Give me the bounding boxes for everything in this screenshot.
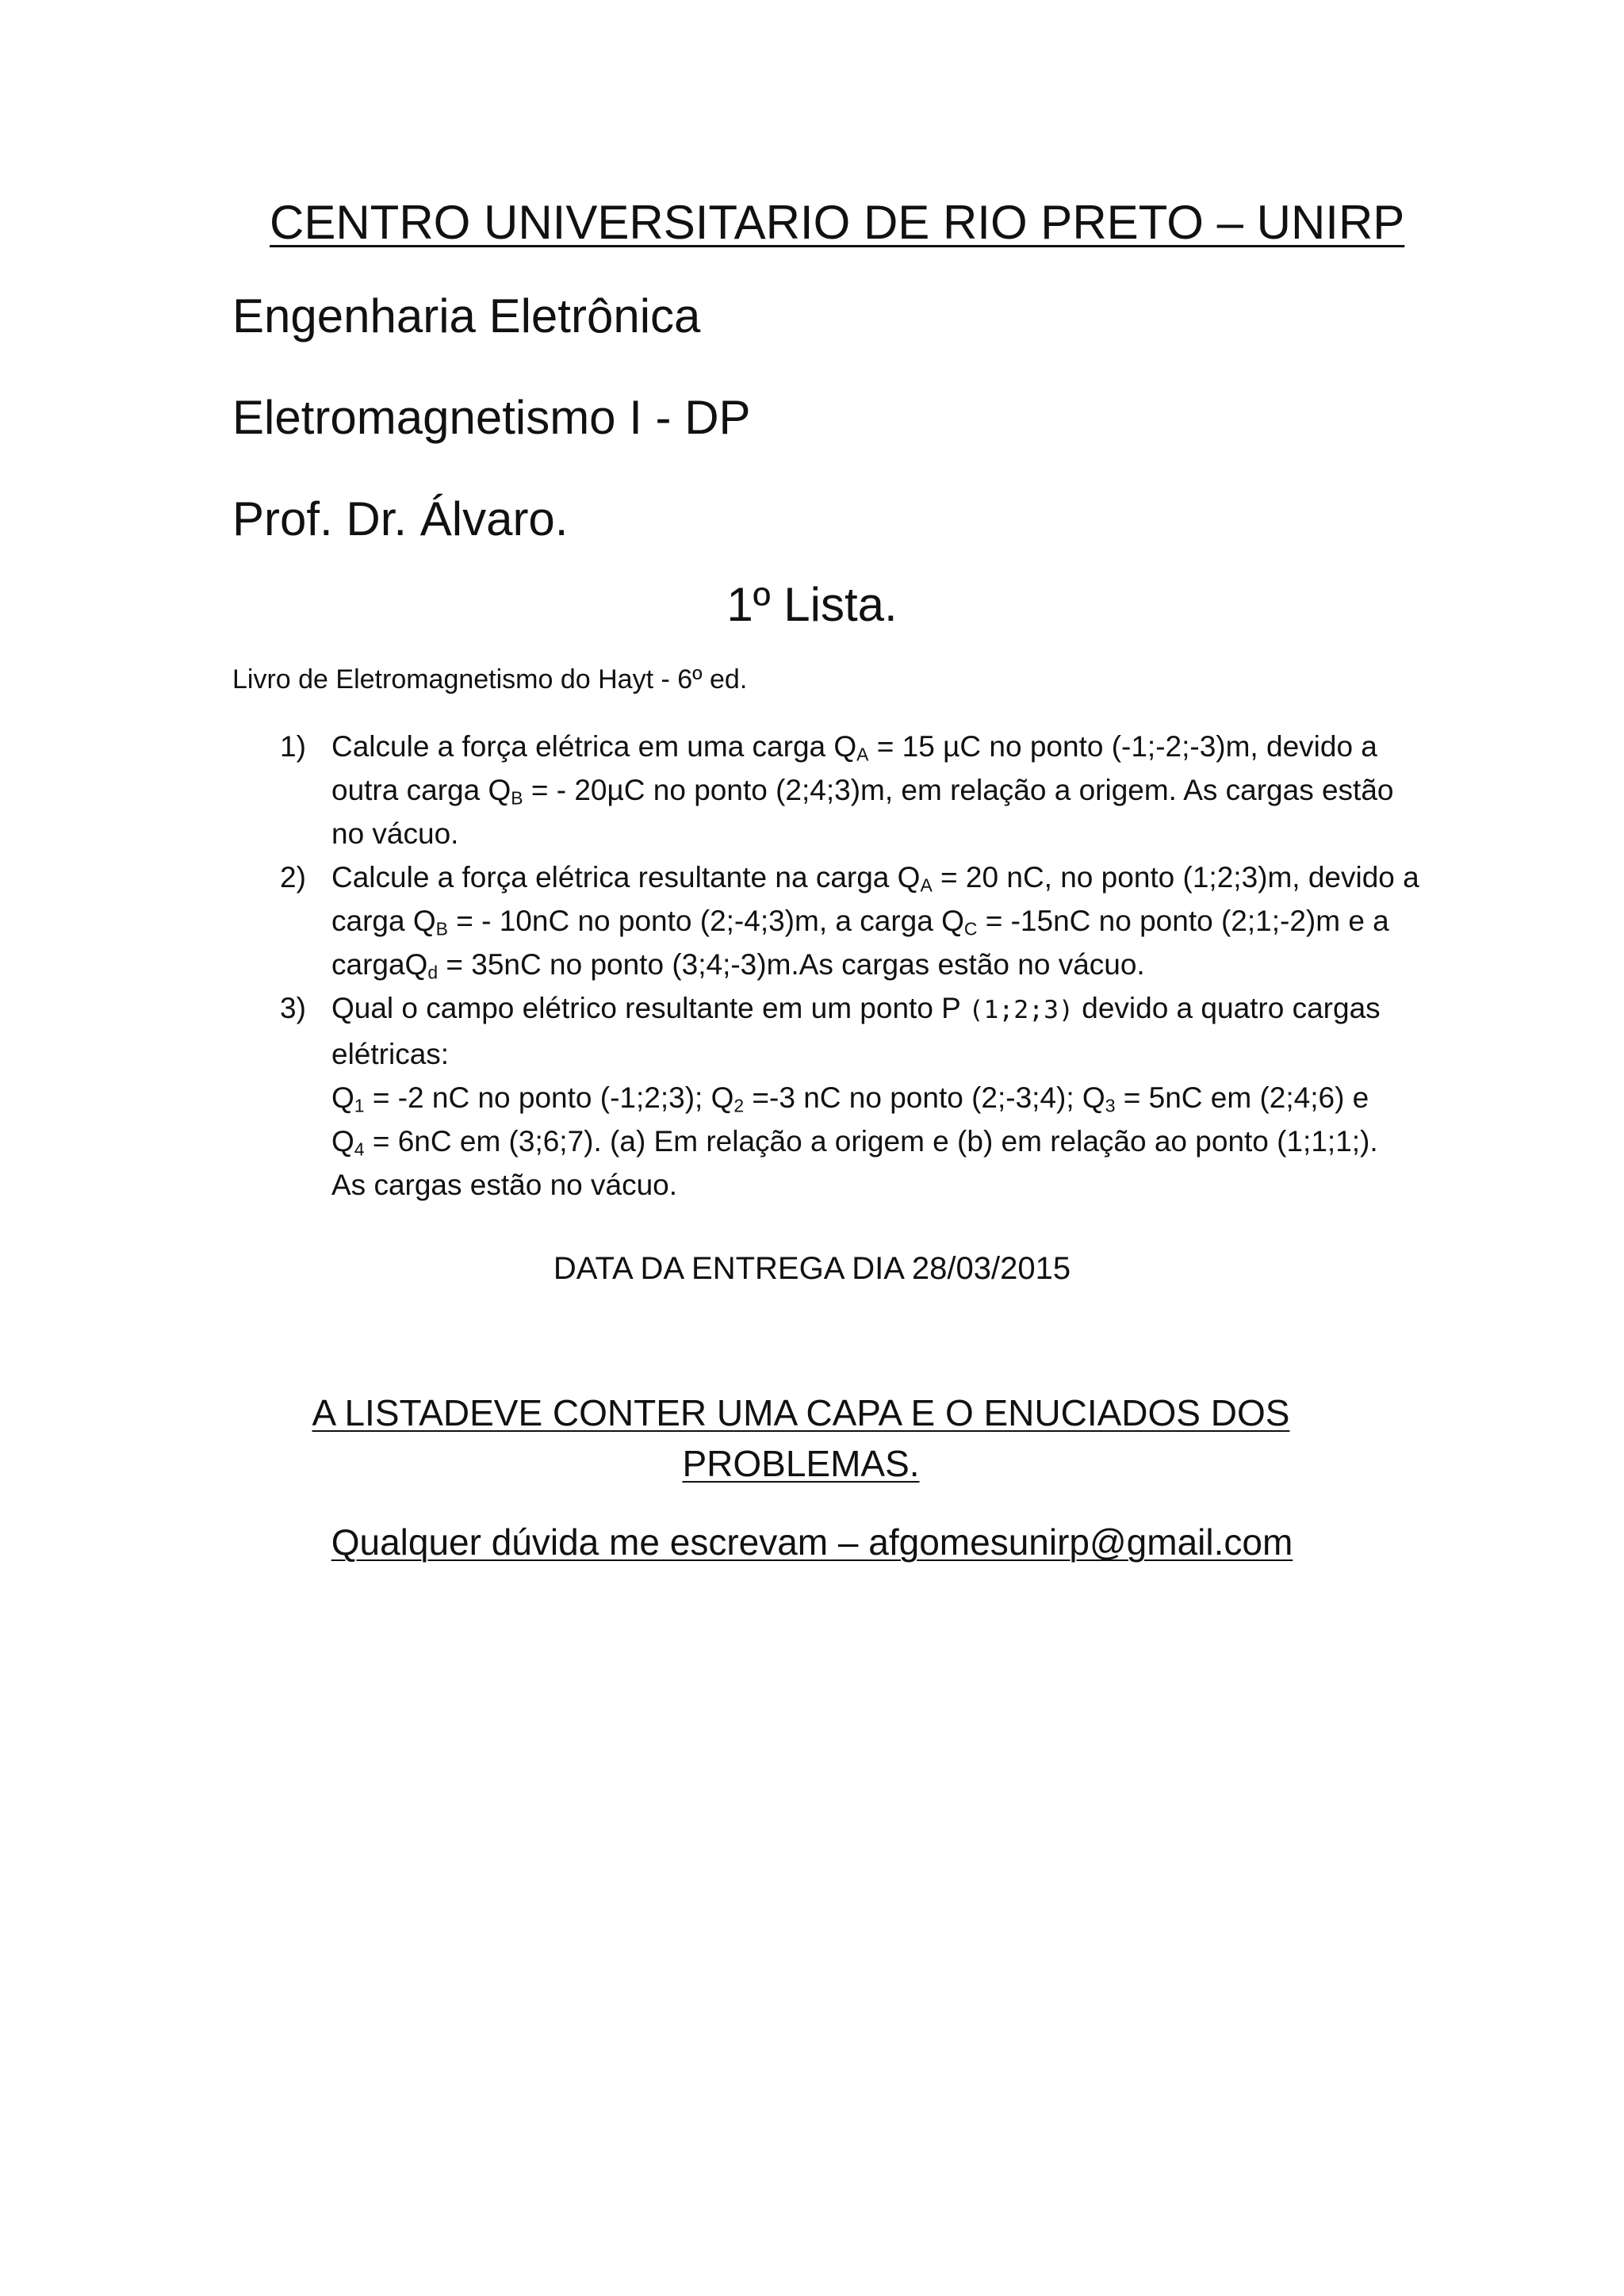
- question-text-part: = 35nC no ponto (3;4;-3)m.As cargas estão no vácuo.: [438, 948, 1145, 981]
- contact-line[interactable]: Qualquer dúvida me escrevam – afgomesunirp@gmail.com: [331, 1521, 1293, 1563]
- cover-notice: A LISTADEVE CONTER UMA CAPA E O ENUCIADOS DOS PROBLEMAS.: [312, 1392, 1290, 1484]
- question-text-part: = 6nC em (3;6;7). (a) Em relação a origem e (b) em relação ao ponto (1;1;1;).: [364, 1125, 1378, 1158]
- question-text-part: =-3 nC no ponto (2;-3;4); Q: [744, 1081, 1105, 1114]
- question-item: [232, 855, 1422, 986]
- question-text-part: = -15nC no ponto (2;1;-2)m e a cargaQ: [331, 905, 1389, 981]
- subscript: C: [963, 918, 978, 939]
- question-text-part: = 5nC em (2;4;6) e: [1115, 1081, 1369, 1114]
- subscript: 2: [733, 1095, 745, 1116]
- question-text: [331, 725, 1422, 855]
- question-text-part: = 15 µC no ponto (-1;-2;-3)m, devido a outra carga Q: [331, 730, 1377, 806]
- course-name: Engenharia Eletrônica: [232, 289, 701, 342]
- question-text-part: Qual o campo elétrico resultante em um ponto P: [331, 992, 969, 1024]
- list-title: 1º Lista.: [726, 578, 898, 631]
- question-item: [232, 725, 1422, 855]
- subject-name: Eletromagnetismo I - DP: [232, 391, 751, 444]
- university-title: CENTRO UNIVERSITARIO DE RIO PRETO – UNIRP: [270, 196, 1405, 249]
- question-text-part: Calcule a força elétrica resultante na carga Q: [331, 861, 921, 894]
- book-reference: Livro de Eletromagnetismo do Hayt - 6º ed.: [232, 664, 748, 695]
- question-text-part: Q: [331, 1125, 354, 1158]
- question-text-part: devido a quatro cargas elétricas:: [331, 992, 1381, 1070]
- question-number: 3): [280, 992, 306, 1024]
- subscript: 3: [1105, 1095, 1116, 1116]
- subscript: B: [511, 787, 523, 809]
- question-text-part: Calcule a força elétrica em uma carga Q: [331, 730, 857, 763]
- question-text-part: = -2 nC no ponto (-1;2;3); Q: [364, 1081, 734, 1114]
- question-item: [232, 986, 1422, 1207]
- subscript: B: [435, 918, 448, 939]
- subscript: 4: [354, 1138, 365, 1160]
- subscript: d: [427, 962, 439, 983]
- question-text: [331, 855, 1422, 986]
- subscript: A: [856, 744, 869, 765]
- due-date: DATA DA ENTREGA DIA 28/03/2015: [553, 1251, 1071, 1286]
- professor-name: Prof. Dr. Álvaro.: [232, 492, 569, 545]
- subscript: A: [920, 874, 933, 896]
- question-text: [331, 986, 1422, 1207]
- point-coordinates: (1;2;3): [968, 996, 1074, 1024]
- question-number: 2): [280, 861, 306, 894]
- question-text-part: = - 20µC no ponto (2;4;3)m, em relação a origem. As cargas estão no vácuo.: [331, 774, 1394, 850]
- question-text-part: = 20 nC, no ponto (1;2;3)m, devido a carga Q: [331, 861, 1419, 937]
- question-text-part: As cargas estão no vácuo.: [331, 1169, 678, 1201]
- question-text-part: Q: [331, 1081, 354, 1114]
- question-number: 1): [280, 730, 306, 763]
- question-list: [232, 725, 1422, 1207]
- subscript: 1: [354, 1095, 365, 1116]
- question-text-part: = - 10nC no ponto (2;-4;3)m, a carga Q: [447, 905, 964, 937]
